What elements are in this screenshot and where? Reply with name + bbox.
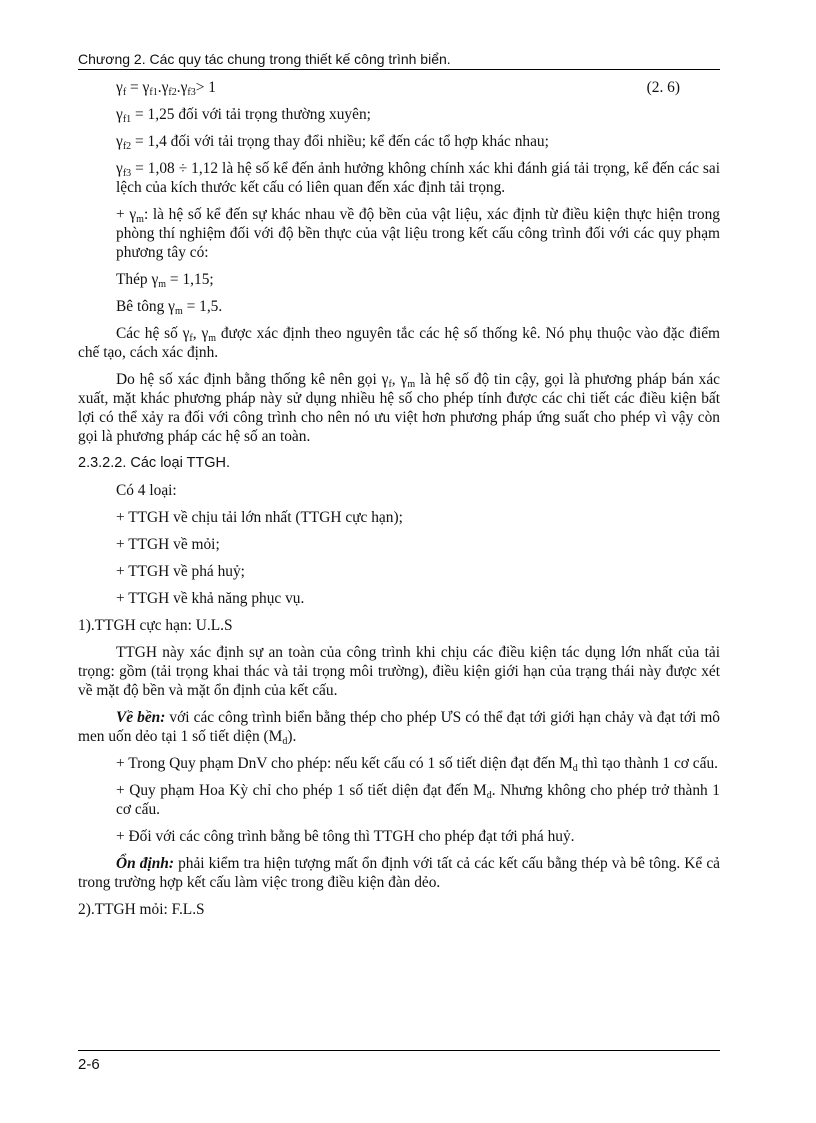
equation-number: (2. 6) (646, 79, 680, 96)
section-intro: Có 4 loại: (116, 482, 177, 499)
gamma-f3-line: $\gamma_{f3} = 1,08 \div 1,12$ là hệ số kể đến ảnh hưởng không chính xác khi đánh giá tải trọng, kể đến các sai lệch của kích thước kết cấu có liên quan đến xác định tải trọng. (116, 160, 720, 196)
gamma-f2-line: $\gamma_{f2} = 1,4$ đối với tải trọng thay đổi nhiều; kể đến các tổ hợp khác nhau; (116, 133, 549, 152)
paragraph-reliability: Do hệ số xác định bằng thống kê nên gọi $\gamma_f$, $\gamma_m$ là hệ số độ tin cậy, gọi là phương pháp bán xác xuất, mặt khác phương pháp này sử dụng nhiều hệ số cho phép tính được các chi tiết các điều kiện bất lợi có thể xảy ra đối với công trình cho nên nó ưu việt hơn phương pháp ứng suất cho phép vì vậy còn gọi là phương pháp các hệ số an toàn. (78, 371, 720, 445)
stability-paragraph: Ổn định: phải kiểm tra hiện tượng mất ổn định với tất cả các kết cấu bằng thép và bê tông. Kể cả trong trường hợp kết cấu làm việc trong điều kiện đàn dẻo. (78, 855, 720, 891)
strength-paragraph: Về bền: với các công trình biển bằng thép cho phép ƯS có thể đạt tới giới hạn chảy và đạt tới mô men uốn dẻo tại 1 số tiết diện $(M_d)$. (78, 709, 720, 747)
section-heading: 2.3.2.2. Các loại TTGH. (78, 455, 231, 471)
uls-paragraph: TTGH này xác định sự an toàn của công trình khi chịu các điều kiện tác dụng lớn nhất của tải trọng: gồm (tải trọng khai thác và tải trọng môi trường), điều kiện giới hạn của trạng thái này được xét về mặt độ bền và mặt ổn định của kết cấu. (78, 644, 720, 699)
page-body (78, 78, 720, 927)
list-item: + TTGH về mỏi; (116, 536, 220, 553)
uls-heading: 1).TTGH cực hạn: U.L.S (78, 617, 233, 634)
steel-coefficient: Thép $\gamma_m = 1,15$; (116, 271, 214, 290)
us-code-item: + Quy phạm Hoa Kỳ chỉ cho phép 1 số tiết diện đạt đến $M_d$. Nhưng không cho phép trở thành 1 cơ cấu. (116, 782, 720, 818)
list-item: + TTGH về phá huỷ; (116, 563, 245, 580)
equation-2-6: $\gamma_f = \gamma_{f1}.\gamma_{f2}.\gamma_{f3}> 1$ (2. 6) (116, 79, 680, 98)
strength-label: Về bền: (116, 709, 166, 726)
chapter-header: Chương 2. Các quy tác chung trong thiết kế công trình biển. (78, 50, 720, 70)
page-number: 2-6 (78, 1056, 100, 1073)
concrete-coefficient: Bê tông $\gamma_m = 1,5$. (116, 298, 223, 317)
gamma-f1-line: $\gamma_{f1} = 1,25$ đối với tải trọng thường xuyên; (116, 106, 371, 125)
gamma-m-line: + $\gamma_m$: là hệ số kể đến sự khác nhau về độ bền của vật liệu, xác định từ điều kiện thực hiện trong phòng thí nghiệm đối với độ bền thực của vật liệu trong kết cấu công trình đối với các quy phạm phương tây có: (116, 206, 721, 261)
footer-divider (78, 1050, 720, 1051)
stability-label: Ổn định: (116, 855, 174, 872)
list-item: + TTGH về khả năng phục vụ. (116, 590, 305, 607)
list-item: + TTGH về chịu tải lớn nhất (TTGH cực hạn); (116, 509, 403, 526)
dnv-item: + Trong Quy phạm DnV cho phép: nếu kết cấu có 1 số tiết diện đạt đến $M_d$ thì tạo thành 1 cơ cấu. (116, 755, 718, 774)
fls-heading: 2).TTGH mỏi: F.L.S (78, 901, 205, 918)
paragraph-coefficients: Các hệ số $\gamma_f$, $\gamma_m$ được xác định theo nguyên tắc các hệ số thống kê. Nó phụ thuộc vào đặc điểm chế tạo, cách xác định. (78, 325, 720, 361)
concrete-item: + Đối với các công trình bằng bê tông thì TTGH cho phép đạt tới phá huỷ. (116, 828, 575, 845)
